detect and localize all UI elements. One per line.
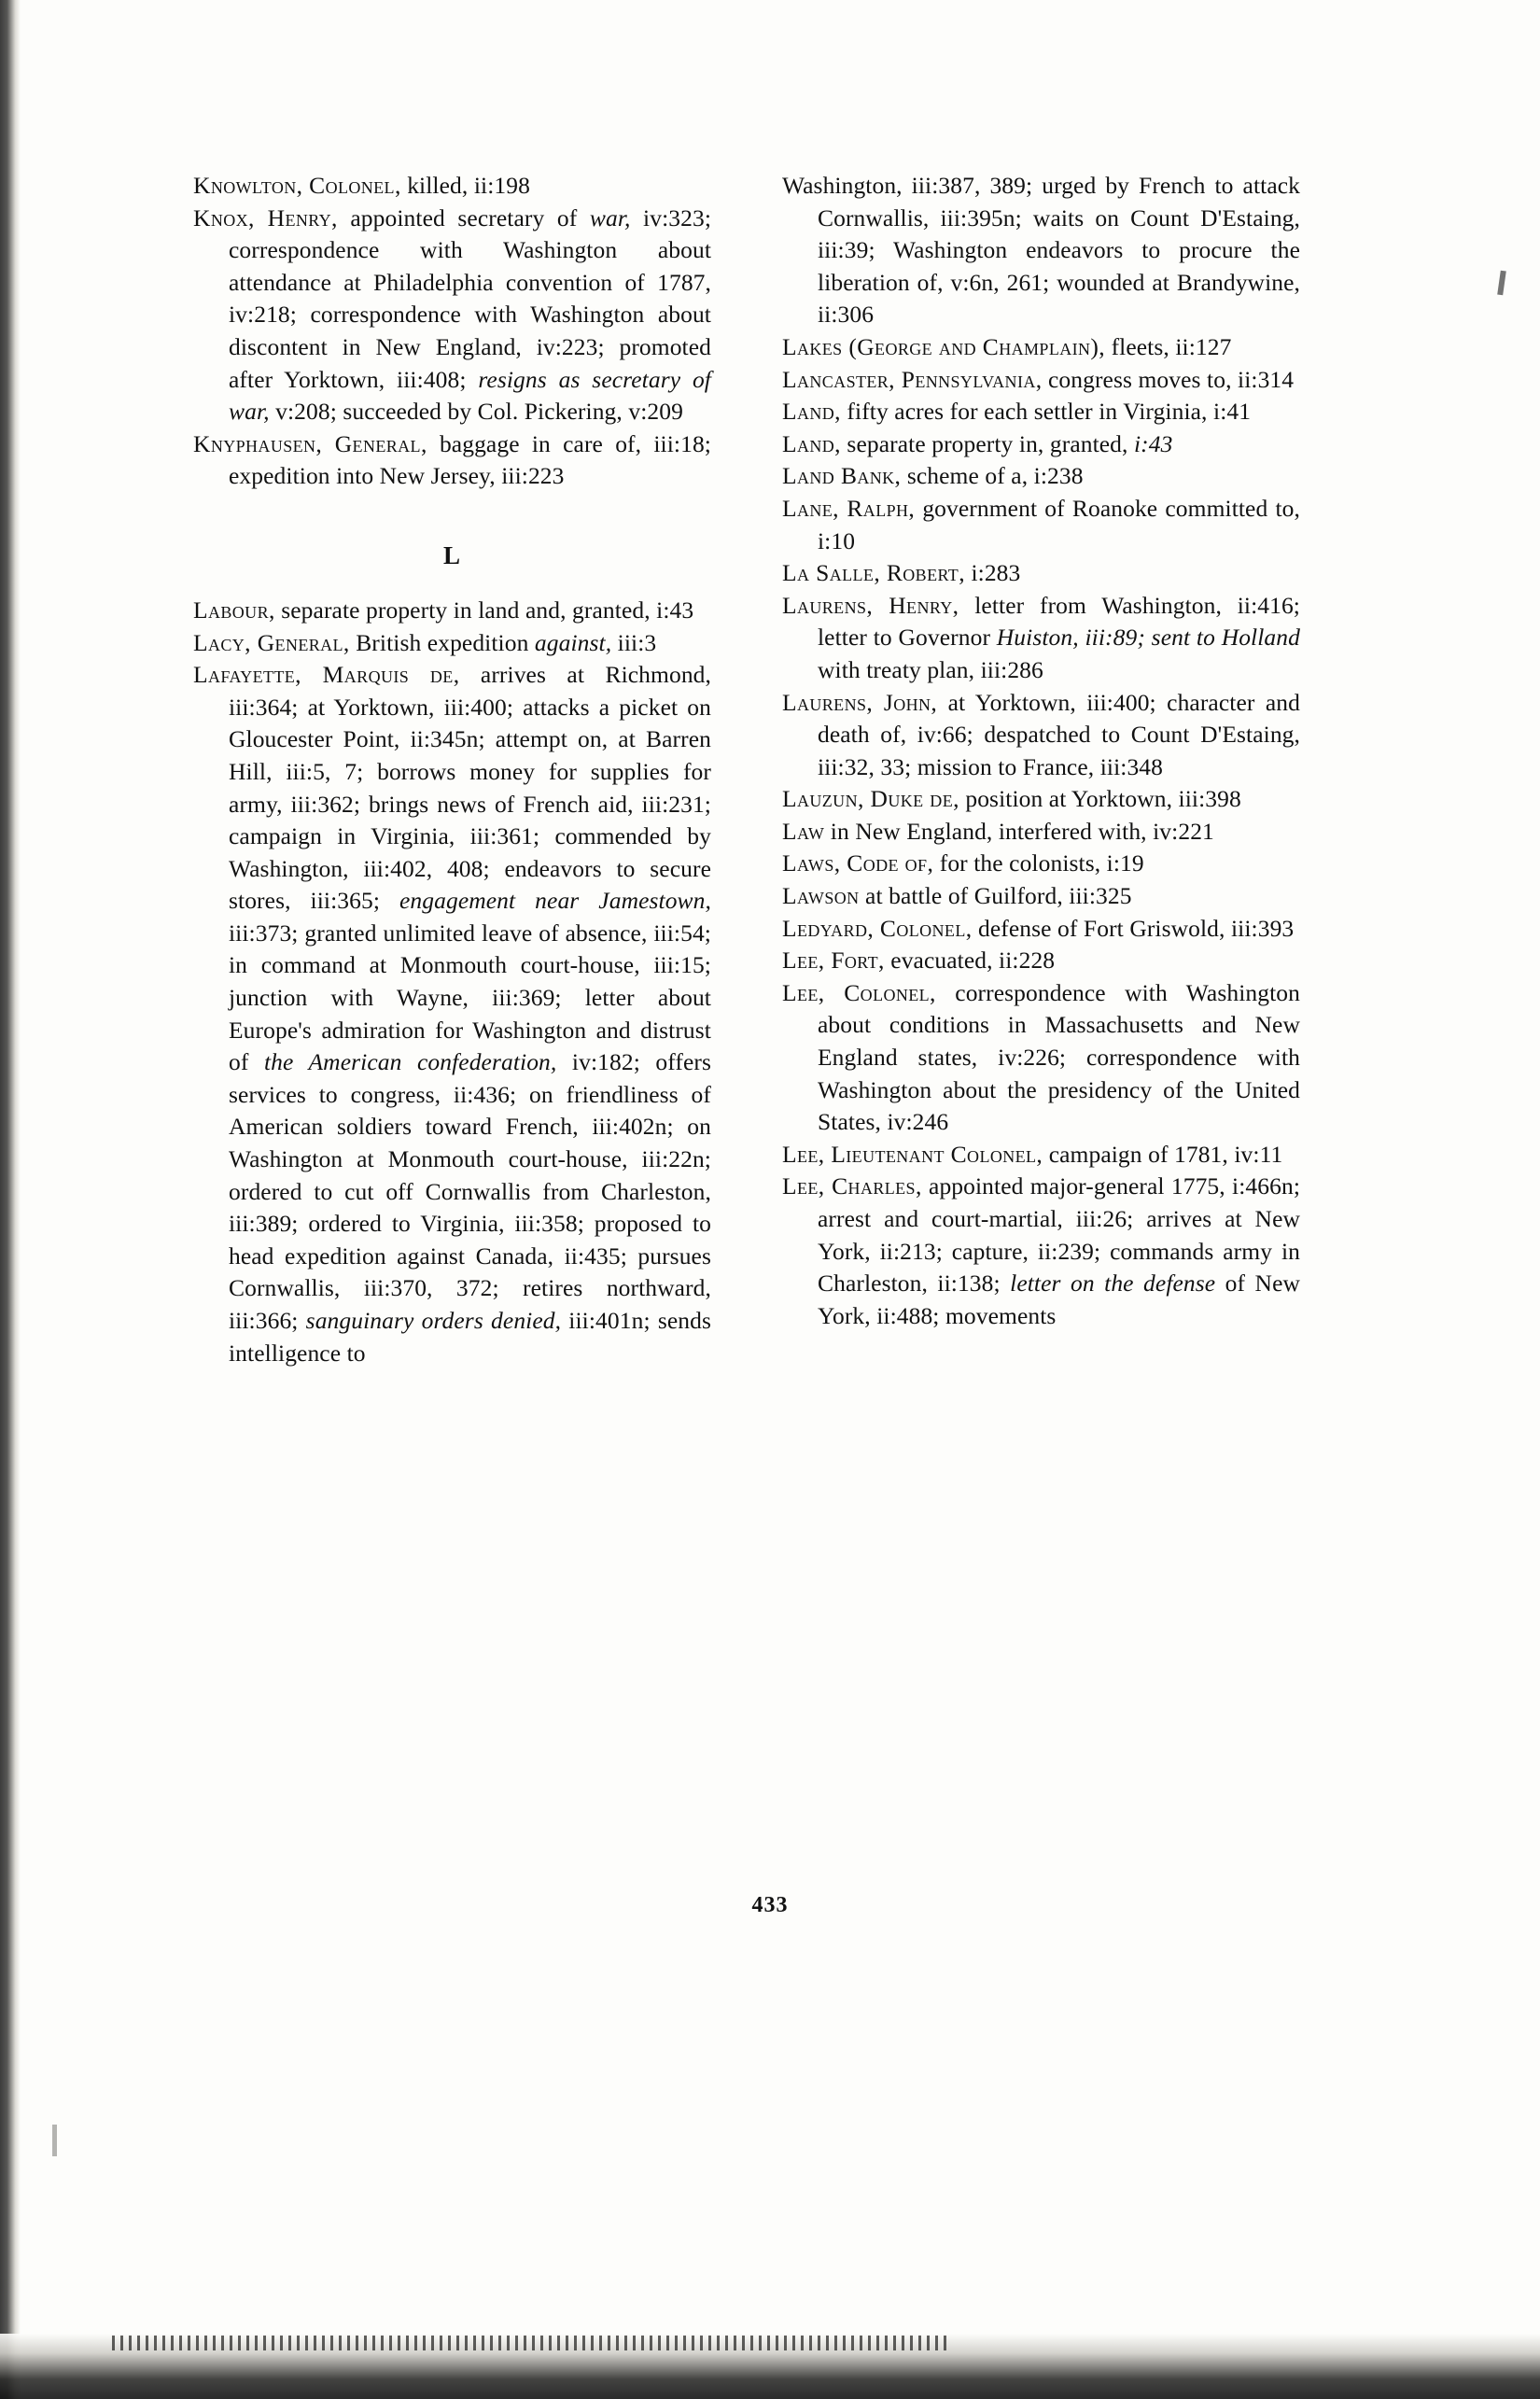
- index-entry-text: defense of Fort Griswold, iii:393: [972, 914, 1295, 942]
- scan-mark-artifact-lower: [52, 2125, 57, 2156]
- index-entry: [782, 977, 1300, 1139]
- page-folio: 433: [751, 1893, 789, 1917]
- index-entry-italic-text: sanguinary orders denied,: [305, 1307, 562, 1334]
- index-entry-text: fleets, ii:127: [1105, 332, 1232, 360]
- index-entry-text: separate property in land and, granted, i:43: [274, 596, 694, 624]
- index-entry: [782, 1171, 1300, 1332]
- index-entry: [782, 396, 1300, 428]
- index-entry-italic-text: letter on the defense: [1010, 1270, 1216, 1298]
- index-entry: [782, 428, 1300, 461]
- index-entry: [193, 170, 711, 203]
- index-entry-text: fifty acres for each settler in Virginia, i:41: [840, 398, 1252, 426]
- index-entry-text: at battle of Guilford, iii:325: [859, 882, 1132, 910]
- index-entry: [193, 659, 711, 1369]
- index-entry-headword: Knyphausen, General,: [193, 429, 427, 457]
- section-letter-heading: L: [442, 540, 461, 569]
- index-entry-text: iii:373; granted unlimited leave of absence, iii:54; in command at Monmouth court-house, iii:15; junction with Wayne, iii:369; letter about Europe's admiration for Washington and distrust of: [229, 919, 711, 1076]
- index-entry: [782, 848, 1300, 880]
- section-spacer: [193, 493, 711, 513]
- index-entry-text: arrives at Richmond, iii:364; at Yorktown, iii:400; attacks a picket on Gloucester Point, ii:345n; attempt on, at Barren Hill, iii:5, 7; borrows money for supplies for army, iii:362; brings news of French aid, iii:231; campaign in Virginia, iii:361; commended by Washington, iii:402, 408; endeavors to secure stores, iii:365;: [229, 661, 711, 915]
- index-entry-text: for the colonists, i:19: [933, 849, 1144, 877]
- index-columns: [193, 170, 1365, 1369]
- index-entry-headword: Knox, Henry,: [193, 203, 338, 231]
- index-entry-text: scheme of a, i:238: [901, 462, 1084, 490]
- index-entry-text: with treaty plan, iii:286: [818, 655, 1043, 683]
- index-entry-text: evacuated, ii:228: [884, 947, 1056, 975]
- index-entry-text: appointed secretary of: [337, 203, 590, 231]
- index-entry-text: letter from Washington, ii:416; letter to Governor: [818, 591, 1300, 652]
- index-entry-text: Washington, iii:387, 389; urged by French to attack Cornwallis, iii:395n; waits on Count D'Estaing, iii:39; Washington endeavors to procure the liberation of, v:6n, 261; wounded at Brandywine, ii:306: [782, 172, 1300, 329]
- index-entry: [193, 627, 711, 660]
- index-entry-headword: Laurens, Henry,: [782, 591, 959, 619]
- index-entry-headword: Lee, Lieutenant Colonel,: [782, 1140, 1043, 1168]
- index-entry-text: campaign of 1781, iv:11: [1043, 1140, 1283, 1168]
- index-entry-text: v:208; succeeded by Col. Pickering, v:209: [269, 398, 683, 426]
- index-entry-text: correspondence with Washington about conditions in Massachusetts and New England states, iv:226; correspondence with Washington about the presidency of the United States, iv:246: [818, 978, 1300, 1136]
- index-entry-headword: Ledyard, Colonel,: [782, 914, 973, 942]
- index-entry-italic-text: resigns as secretary of war,: [229, 365, 711, 426]
- index-entry-headword: Lafayette, Marquis de,: [193, 661, 460, 689]
- index-entry-text: separate property in, granted,: [840, 429, 1134, 457]
- index-entry: [782, 816, 1300, 849]
- index-entry-text: British expedition: [349, 628, 535, 656]
- index-entry: [782, 557, 1300, 590]
- index-entry: [782, 783, 1300, 816]
- index-entry-headword: Lee, Fort,: [782, 947, 885, 975]
- index-entry: [782, 331, 1300, 364]
- scan-edge-artifact-left: [0, 0, 21, 2399]
- index-entry-headword: Lauzun, Duke de,: [782, 785, 959, 813]
- index-entry-text: iv:323; correspondence with Washington about attendance at Philadelphia convention of 1787, iv:218; correspondence with Washington about discontent in New England, iv:223; promoted after Yorktown, iii:408;: [229, 203, 712, 393]
- index-entry-headword: Land,: [782, 429, 841, 457]
- index-entry-italic-text: war,: [589, 203, 631, 231]
- index-entry-headword: Labour,: [193, 596, 275, 624]
- index-entry: [782, 493, 1300, 557]
- index-entry-headword: Lakes (George and Champlain),: [782, 332, 1106, 360]
- index-entry: [193, 203, 711, 428]
- index-entry-headword: Lacy, General,: [193, 628, 350, 656]
- index-entry: [782, 460, 1300, 493]
- index-entry-text: at Yorktown, iii:400; character and death of, iv:66; despatched to Count D'Estaing, iii:32, 33; mission to France, iii:348: [818, 688, 1301, 780]
- index-entry: [193, 595, 711, 627]
- index-entry-text: iii:401n; sends intelligence to: [229, 1307, 711, 1367]
- index-entry-headword: Lee, Charles,: [782, 1172, 922, 1200]
- index-entry-headword: La Salle, Robert,: [782, 559, 965, 587]
- index-entry-headword: Laurens, John,: [782, 688, 938, 716]
- index-entry-headword: Lawson: [782, 882, 860, 910]
- index-entry-text: appointed major-general 1775, i:466n; arrest and court-martial, iii:26; arrives at New York, ii:213; capture, ii:239; commands army in Charleston, ii:138;: [818, 1172, 1300, 1298]
- index-column-left: [193, 170, 711, 1369]
- index-entry: [782, 170, 1300, 331]
- index-entry-text: killed, ii:198: [400, 172, 530, 199]
- index-entry-text: congress moves to, ii:314: [1042, 365, 1295, 393]
- index-entry: [782, 913, 1300, 946]
- index-entry-headword: Lee, Colonel,: [782, 978, 936, 1006]
- index-entry-headword: Knowlton, Colonel,: [193, 172, 401, 199]
- index-entry-italic-text: i:43: [1133, 429, 1173, 457]
- index-entry-text: i:283: [964, 559, 1021, 587]
- index-entry-text: iii:3: [611, 628, 657, 656]
- index-entry-text: government of Roanoke committed to, i:10: [818, 494, 1300, 554]
- index-entry-italic-text: against,: [534, 628, 612, 656]
- index-entry-headword: Law: [782, 817, 825, 845]
- index-entry: [782, 364, 1300, 397]
- scan-mark-artifact: [1497, 271, 1506, 296]
- index-entry: [193, 428, 711, 493]
- index-entry-headword: Laws, Code of,: [782, 849, 934, 877]
- index-entry-italic-text: the American confederation,: [263, 1048, 557, 1076]
- scan-speckle-artifact: [112, 2336, 952, 2350]
- index-content: [193, 170, 1365, 1369]
- index-entry-text: iv:182; offers services to congress, ii:436; on friendliness of American soldiers toward French, iii:402n; on Washington at Monmouth court-house, iii:22n; ordered to cut off Cornwallis from Charleston, iii:389; ordered to Virginia, iii:358; proposed to head expedition against Canada, ii:435; pursues Cornwallis, iii:370, 372; retires northward, iii:366;: [229, 1048, 712, 1334]
- index-entry-headword: Land,: [782, 398, 841, 426]
- index-entry-text: in New England, interfered with, iv:221: [824, 817, 1214, 845]
- index-entry: [782, 590, 1300, 687]
- index-entry-headword: Land Bank,: [782, 462, 902, 490]
- index-entry-headword: Lancaster, Pennsylvania,: [782, 365, 1043, 393]
- index-entry: [782, 1139, 1300, 1171]
- index-entry-text: position at Yorktown, iii:398: [959, 785, 1241, 813]
- index-entry-text: baggage in care of, iii:18; expedition into New Jersey, iii:223: [229, 429, 711, 490]
- index-column-right: [782, 170, 1300, 1369]
- index-entry-italic-text: engagement near Jamestown,: [399, 887, 711, 915]
- index-entry-headword: Lane, Ralph,: [782, 494, 916, 522]
- index-entry: [782, 945, 1300, 977]
- index-entry-italic-text: Huiston, iii:89; sent to Holland: [996, 624, 1300, 652]
- index-entry-text: of New York, ii:488; movements: [818, 1270, 1301, 1329]
- index-entry: [782, 880, 1300, 913]
- index-entry: [782, 687, 1300, 784]
